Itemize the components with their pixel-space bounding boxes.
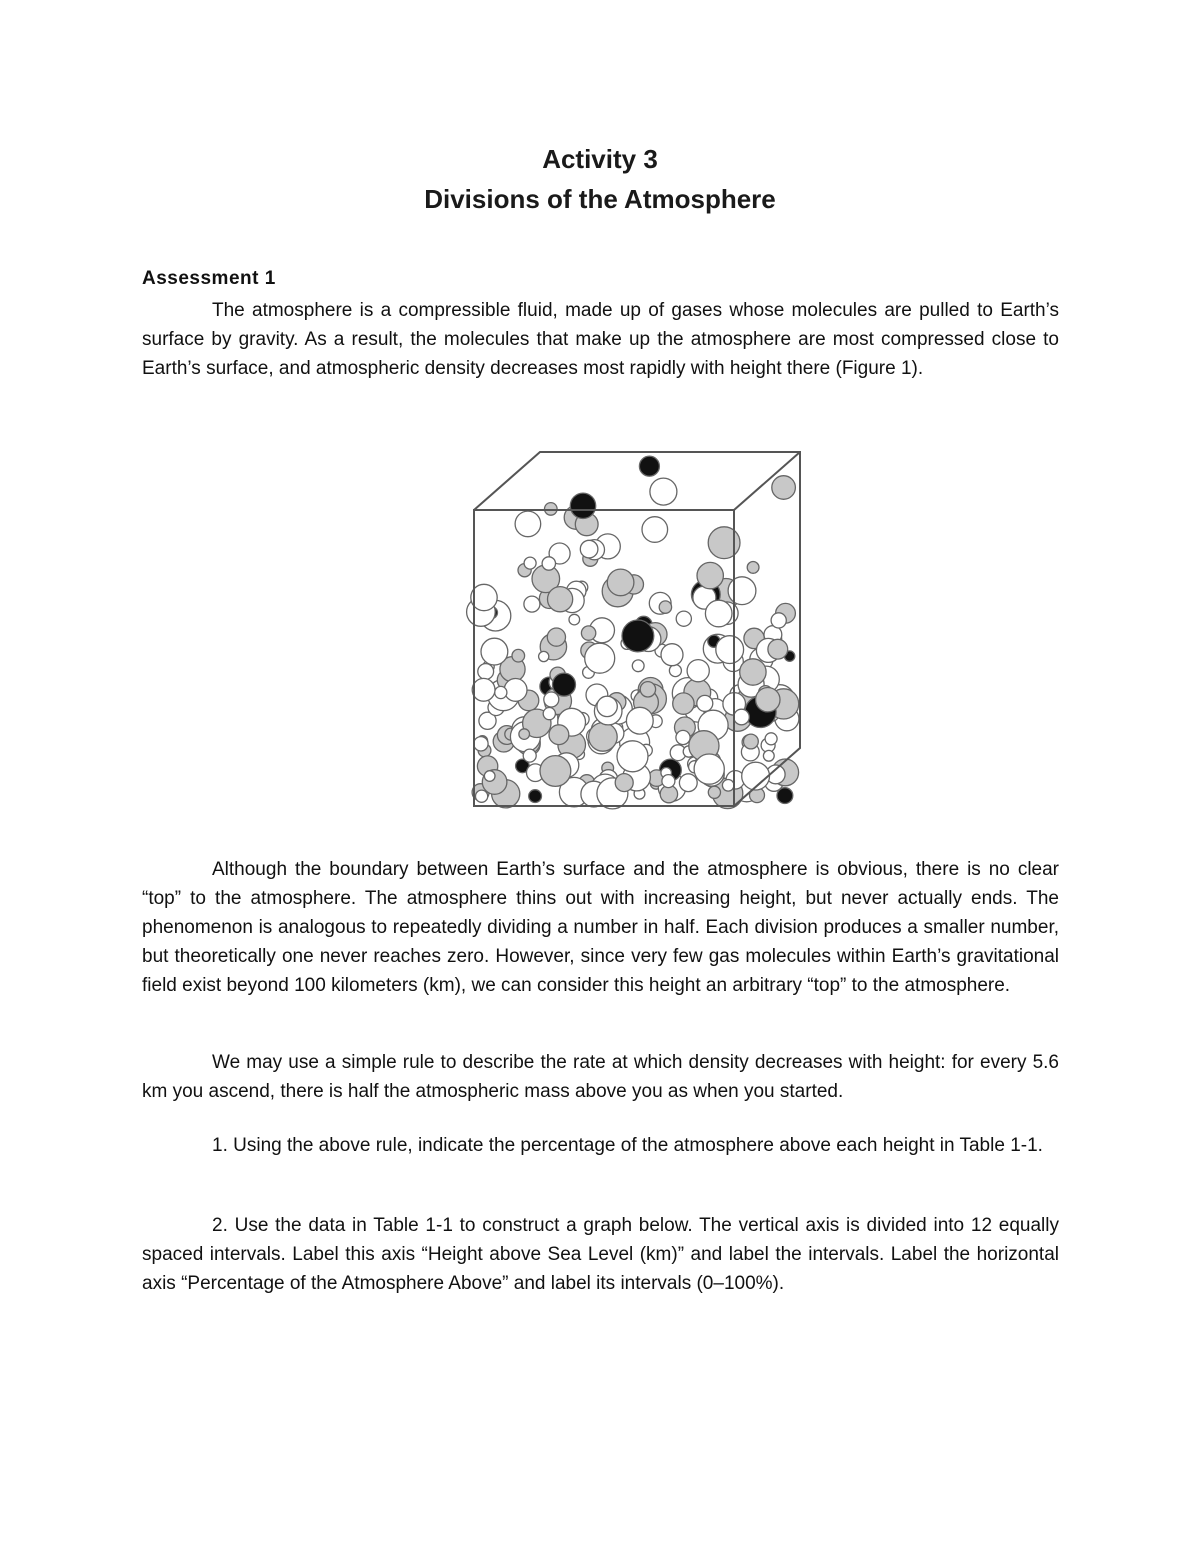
activity-title: Activity 3 <box>542 144 658 174</box>
molecule <box>615 774 633 792</box>
molecule <box>478 664 494 680</box>
molecule <box>676 611 691 626</box>
molecule <box>617 741 648 772</box>
molecule <box>650 478 677 505</box>
molecule <box>519 729 530 740</box>
molecule <box>744 734 759 749</box>
molecule <box>708 527 740 559</box>
molecule <box>581 626 595 640</box>
molecule <box>543 708 555 720</box>
molecule <box>716 636 744 664</box>
molecule <box>549 725 569 745</box>
molecule <box>539 651 549 661</box>
molecule <box>504 679 527 702</box>
molecule <box>580 540 598 558</box>
molecule <box>529 790 542 803</box>
molecule <box>569 614 580 625</box>
section-heading: Assessment 1 <box>142 268 276 289</box>
molecule <box>515 511 541 537</box>
molecule <box>777 788 793 804</box>
molecule <box>768 639 788 659</box>
molecule <box>484 771 495 782</box>
molecule <box>523 749 536 762</box>
molecule <box>673 693 694 714</box>
paragraph-rule: We may use a simple rule to describe the rate at which density decreases with height: for every 5.6 km you ascend, there is half the atmospheric mass above you as when you started. <box>142 1052 1059 1102</box>
molecule <box>585 643 615 673</box>
molecule <box>626 707 653 734</box>
molecule <box>542 557 555 570</box>
molecule <box>544 692 559 707</box>
molecule <box>495 686 507 698</box>
molecule <box>747 562 759 574</box>
molecule <box>512 649 525 662</box>
molecule <box>756 688 780 712</box>
molecule <box>697 695 713 711</box>
molecule <box>722 780 734 792</box>
question-1: 1. Using the above rule, indicate the percentage of the atmosphere above each height in Table 1-1. <box>212 1135 1043 1156</box>
paragraph-boundary: Although the boundary between Earth’s surface and the atmosphere is obvious, there is no clear “top” to the atmosphere. The atmosphere thins out with increasing height, but never actually ends. The phenomenon is analogous to repeatedly dividing a number in half. Each division produces a smaller number, but theoretically one never reaches zero. However, since very few gas molecules within Earth’s gravitational field exist beyond 100 kilometers (km), we can consider this height an arbitrary “top” to the atmosphere. <box>142 859 1059 996</box>
molecule <box>540 756 571 787</box>
molecule <box>632 660 644 672</box>
molecule <box>548 587 573 612</box>
molecule <box>694 754 724 784</box>
molecule <box>765 733 777 745</box>
molecule <box>661 644 683 666</box>
molecule <box>662 775 675 788</box>
molecule <box>476 790 488 802</box>
molecule <box>545 503 558 516</box>
molecule <box>771 613 786 628</box>
molecule <box>687 660 709 682</box>
molecule <box>524 557 536 569</box>
molecule <box>659 601 671 613</box>
molecule <box>679 774 697 792</box>
molecule <box>697 562 723 588</box>
paragraph-intro: The atmosphere is a compressible fluid, made up of gases whose molecules are pulled to Earth’s surface by gravity. As a result, the molecules that make up the atmosphere are most compressed close to Earth’s surface, and atmospheric density decreases most rapidly with height there (Figure 1). <box>142 300 1059 379</box>
molecule <box>676 730 690 744</box>
molecule <box>639 456 659 476</box>
molecule <box>547 628 565 646</box>
atmosphere-box-figure <box>460 440 820 820</box>
molecule <box>772 476 796 500</box>
molecule <box>481 638 508 665</box>
molecule <box>728 577 756 605</box>
molecule <box>607 569 634 596</box>
question-2: 2. Use the data in Table 1-1 to construct a graph below. The vertical axis is divided into 12 equally spaced intervals. Label this axis “Height above Sea Level (km)” and label the intervals. Label the horizontal axis “Percentage of the Atmosphere Above” and label its intervals (0–100%). <box>142 1215 1059 1294</box>
activity-subtitle: Divisions of the Atmosphere <box>424 184 776 214</box>
molecule <box>474 737 488 751</box>
molecule <box>763 750 774 761</box>
molecule <box>589 723 618 752</box>
molecule <box>570 493 595 518</box>
molecule <box>524 596 540 612</box>
molecule <box>708 786 720 798</box>
molecule <box>597 696 617 716</box>
molecule <box>734 709 750 725</box>
molecule <box>640 682 655 697</box>
molecule <box>553 673 576 696</box>
molecule <box>740 659 766 685</box>
molecule <box>622 620 654 652</box>
molecule <box>705 600 732 627</box>
molecule <box>669 665 681 677</box>
molecule <box>472 678 495 701</box>
molecule <box>642 517 668 543</box>
